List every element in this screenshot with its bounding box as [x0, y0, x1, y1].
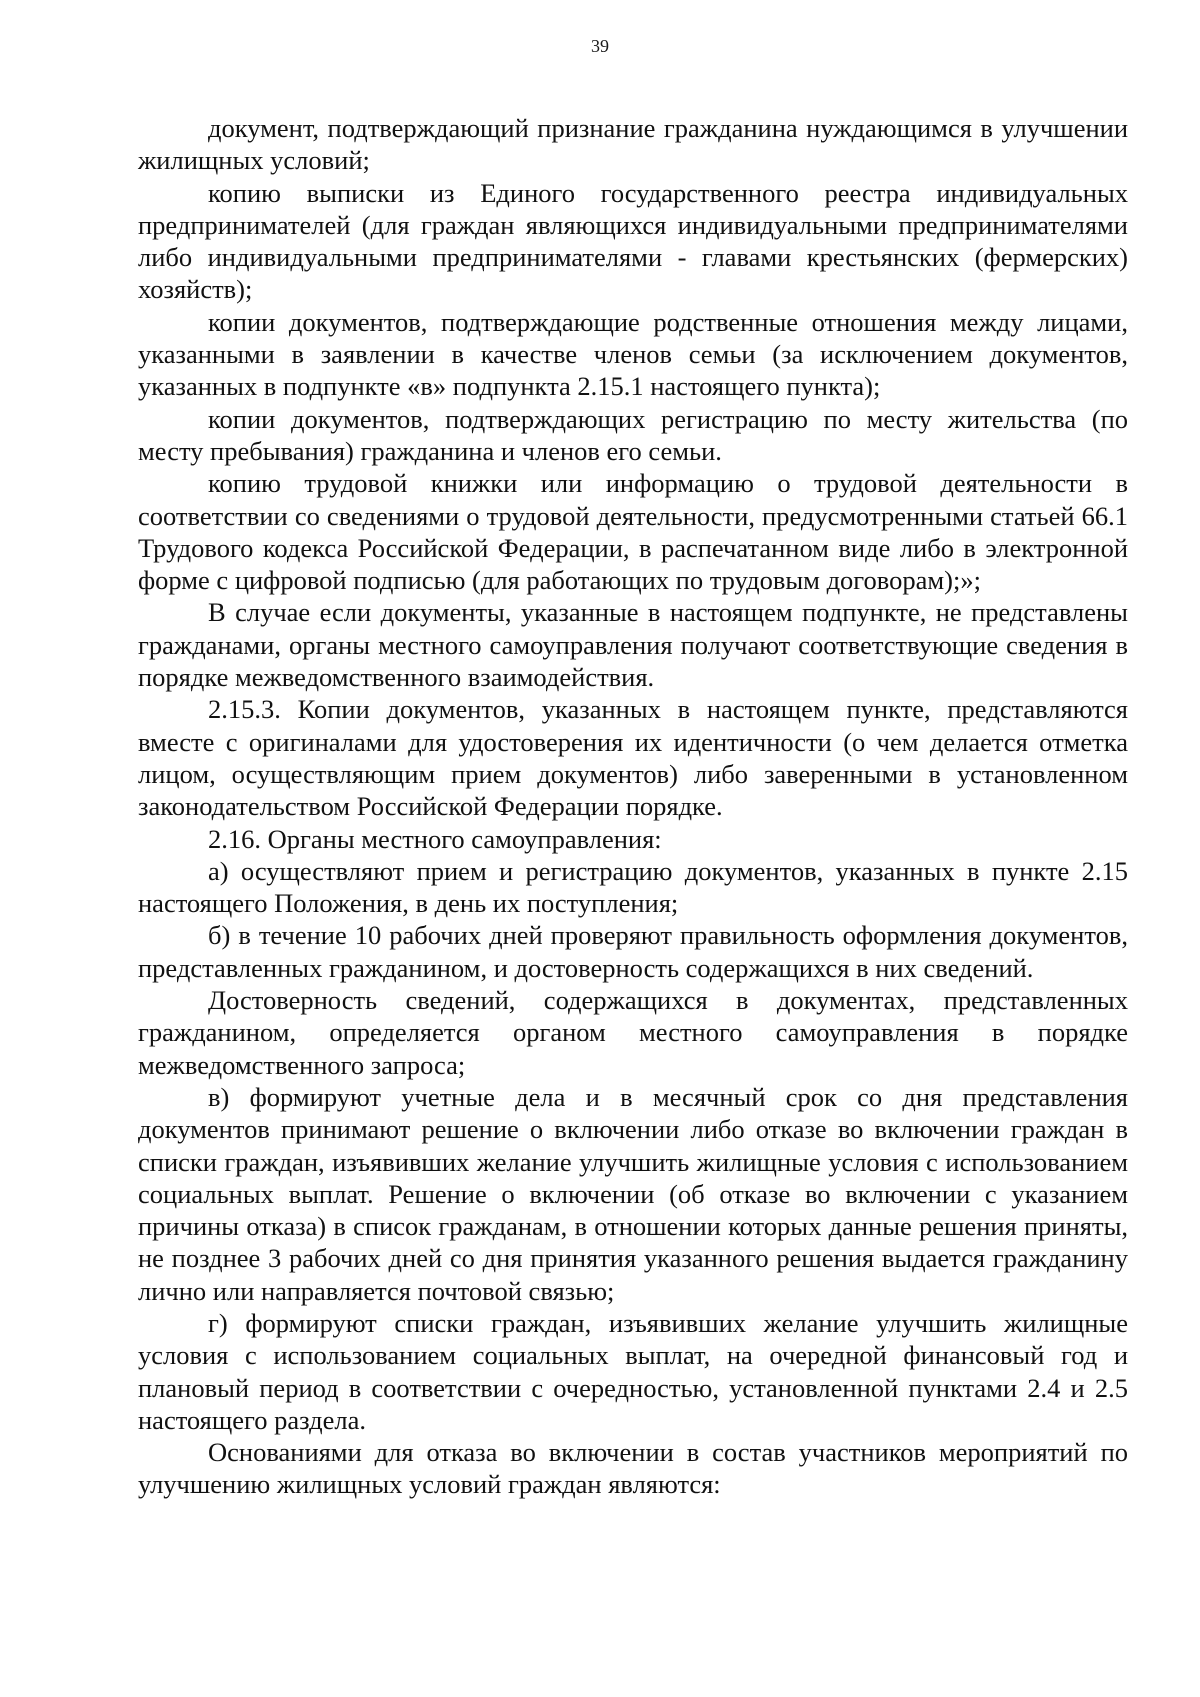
page-number: 39: [591, 36, 609, 56]
paragraph-2-15-3: 2.15.3. Копии документов, указанных в настоящем пункте, представляются вместе с оригиналами для удостоверения их идентичности (о чем делается отметка лицом, осуществляющим прием документов) либо заверенными в установленном законодательством Российской Федерации порядке.: [138, 694, 1128, 822]
paragraph-employment-record: копию трудовой книжки или информацию о трудовой деятельности в соответствии со сведениями о трудовой деятельности, предусмотренными статьей 66.1 Трудового кодекса Российской Федерации, в распечатанном виде либо в электронной форме с цифровой подписью (для работающих по трудовым договорам);»;: [138, 468, 1128, 596]
paragraph-2-16: 2.16. Органы местного самоуправления:: [208, 823, 662, 854]
document-body: [138, 112, 1128, 1501]
paragraph-2-16-g: г) формируют списки граждан, изъявивших желание улучшить жилищные условия с использованием социальных выплат, на очередной финансовый год и плановый период в соответствии с очередностью, установленной пунктами 2.4 и 2.5 настоящего раздела.: [138, 1307, 1128, 1435]
paragraph-refusal-grounds: Основаниями для отказа во включении в состав участников мероприятий по улучшению жилищных условий граждан являются:: [138, 1437, 1128, 1500]
paragraph-egrip-extract: копию выписки из Единого государственного реестра индивидуальных предпринимателей (для граждан являющихся индивидуальными предпринимателями либо индивидуальными предпринимателями - главами крестьянских (фермерских) хозяйств);: [138, 177, 1128, 305]
paragraph-2-16-b: б) в течение 10 рабочих дней проверяют правильность оформления документов, представленных гражданином, и достоверность содержащихся в них сведений.: [138, 920, 1128, 983]
paragraph-kinship-documents: копии документов, подтверждающие родственные отношения между лицами, указанными в заявлении в качестве членов семьи (за исключением документов, указанных в подпункте «в» подпункта 2.15.1 настоящего пункта);: [138, 306, 1128, 402]
paragraph-housing-need-document: документ, подтверждающий признание гражданина нуждающимся в улучшении жилищных условий;: [138, 113, 1128, 176]
paragraph-verification: Достоверность сведений, содержащихся в документах, представленных гражданином, определяется органом местного самоуправления в порядке межведомственного запроса;: [138, 985, 1128, 1080]
paragraph-registration-documents: копии документов, подтверждающих регистрацию по месту жительства (по месту пребывания) гражданина и членов его семьи.: [138, 403, 1128, 466]
paragraph-interagency-cooperation: В случае если документы, указанные в настоящем подпункте, не представлены гражданами, органы местного самоуправления получают соответствующие сведения в порядке межведомственного взаимодействия.: [138, 597, 1128, 693]
paragraph-2-16-a: а) осуществляют прием и регистрацию документов, указанных в пункте 2.15 настоящего Положения, в день их поступления;: [138, 855, 1128, 919]
paragraph-2-16-v: в) формируют учетные дела и в месячный срок со дня представления документов принимают решение о включении либо отказе во включении граждан в списки граждан, изъявивших желание улучшить жилищные условия с использованием социальных выплат. Решение о включении (об отказе во включении с указанием причины отказа) в список гражданам, в отношении которых данные решения приняты, не позднее 3 рабочих дней со дня принятия указанного решения выдается гражданину лично или направляется почтовой связью;: [138, 1081, 1128, 1306]
